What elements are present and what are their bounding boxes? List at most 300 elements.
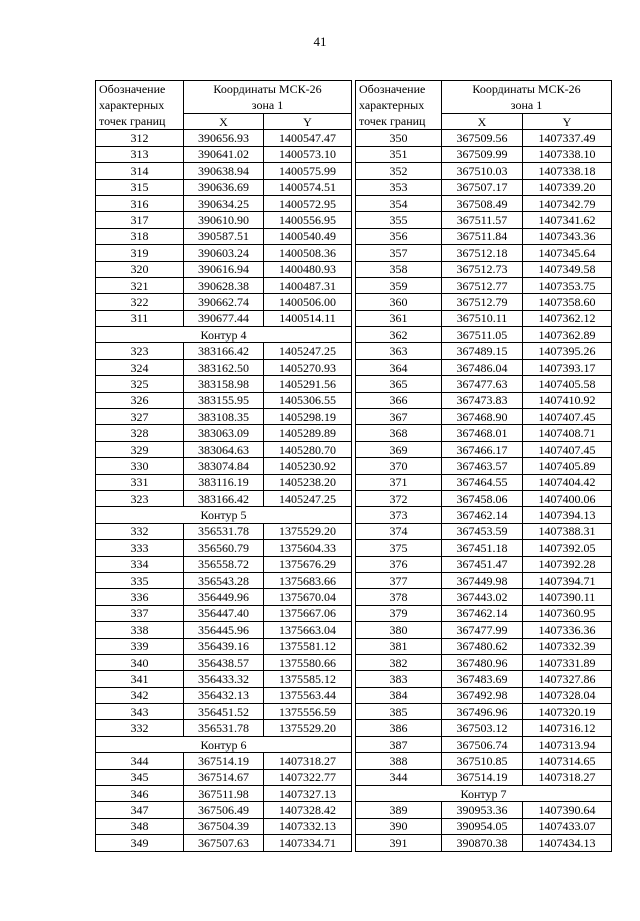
coord-x: 367510.03 xyxy=(442,163,523,179)
point-number: 324 xyxy=(96,359,184,375)
table-row xyxy=(356,736,612,752)
point-number: 323 xyxy=(96,490,184,506)
point-number: 352 xyxy=(356,163,442,179)
coord-x: 356447.40 xyxy=(184,605,264,621)
table-row xyxy=(96,343,352,359)
coord-y: 1407338.18 xyxy=(523,163,612,179)
table-row xyxy=(96,523,352,539)
table-row xyxy=(356,540,612,556)
coordinates-table-left xyxy=(95,80,352,852)
table-row xyxy=(96,245,352,261)
point-number: 358 xyxy=(356,261,442,277)
coord-y: 1405306.55 xyxy=(264,392,352,408)
point-number: 363 xyxy=(356,343,442,359)
table-row xyxy=(356,458,612,474)
table-row xyxy=(96,720,352,736)
coord-x: 390870.38 xyxy=(442,835,523,851)
coord-x: 390610.90 xyxy=(184,212,264,228)
coord-y: 1375676.29 xyxy=(264,556,352,572)
table-row xyxy=(356,195,612,211)
point-number: 362 xyxy=(356,327,442,343)
header-coord-line: Координаты МСК-26 xyxy=(213,82,322,96)
coord-y: 1407433.07 xyxy=(523,818,612,834)
header-y: Y xyxy=(264,114,352,130)
coord-y: 1375670.04 xyxy=(264,589,352,605)
coord-y: 1407313.94 xyxy=(523,736,612,752)
table-row xyxy=(96,195,352,211)
table-row xyxy=(96,490,352,506)
table-row xyxy=(356,343,612,359)
header-coord-system xyxy=(184,81,352,114)
coord-y: 1407343.36 xyxy=(523,228,612,244)
coord-x: 367463.57 xyxy=(442,458,523,474)
table-row xyxy=(356,245,612,261)
coord-x: 390636.69 xyxy=(184,179,264,195)
point-number: 322 xyxy=(96,294,184,310)
table-row xyxy=(96,458,352,474)
table-row xyxy=(356,622,612,638)
table-row xyxy=(96,163,352,179)
coord-y: 1375667.06 xyxy=(264,605,352,621)
point-number: 387 xyxy=(356,736,442,752)
coord-y: 1400514.11 xyxy=(264,310,352,326)
table-row xyxy=(356,294,612,310)
point-number: 318 xyxy=(96,228,184,244)
coord-y: 1407349.58 xyxy=(523,261,612,277)
coord-x: 390603.24 xyxy=(184,245,264,261)
table-row xyxy=(96,802,352,818)
header-point-name xyxy=(96,81,184,130)
coord-x: 367508.49 xyxy=(442,195,523,211)
coord-y: 1407342.79 xyxy=(523,195,612,211)
table-row xyxy=(96,409,352,425)
table-row xyxy=(96,212,352,228)
coord-y: 1407332.13 xyxy=(264,818,352,834)
point-number: 388 xyxy=(356,753,442,769)
contour-row xyxy=(96,327,352,343)
header-coord-line: зона 1 xyxy=(251,98,284,112)
table-row xyxy=(96,786,352,802)
coord-x: 367514.67 xyxy=(184,769,264,785)
coord-x: 383108.35 xyxy=(184,409,264,425)
coord-x: 367466.17 xyxy=(442,441,523,457)
coord-y: 1407394.13 xyxy=(523,507,612,523)
coord-x: 356558.72 xyxy=(184,556,264,572)
table-row xyxy=(96,130,352,146)
point-number: 330 xyxy=(96,458,184,474)
coord-y: 1407393.17 xyxy=(523,359,612,375)
table-row xyxy=(356,261,612,277)
coord-x: 390628.38 xyxy=(184,277,264,293)
coord-x: 383166.42 xyxy=(184,490,264,506)
point-number: 377 xyxy=(356,572,442,588)
table-row xyxy=(96,540,352,556)
point-number: 343 xyxy=(96,704,184,720)
table-row xyxy=(96,474,352,490)
contour-row xyxy=(96,507,352,523)
point-number: 365 xyxy=(356,376,442,392)
coord-x: 367509.56 xyxy=(442,130,523,146)
point-number: 332 xyxy=(96,523,184,539)
table-row xyxy=(96,261,352,277)
point-number: 329 xyxy=(96,441,184,457)
table-row xyxy=(356,425,612,441)
coord-y: 1407331.89 xyxy=(523,654,612,670)
coord-y: 1407358.60 xyxy=(523,294,612,310)
point-number: 385 xyxy=(356,704,442,720)
table-body-left xyxy=(96,130,352,851)
table-row xyxy=(96,425,352,441)
coord-y: 1407318.27 xyxy=(523,769,612,785)
coord-y: 1407316.12 xyxy=(523,720,612,736)
coord-x: 390616.94 xyxy=(184,261,264,277)
coord-x: 367464.55 xyxy=(442,474,523,490)
contour-label: Контур 5 xyxy=(96,507,352,523)
point-number: 333 xyxy=(96,540,184,556)
header-point-name xyxy=(356,81,442,130)
point-number: 332 xyxy=(96,720,184,736)
table-row xyxy=(96,589,352,605)
point-number: 360 xyxy=(356,294,442,310)
coord-x: 356531.78 xyxy=(184,720,264,736)
coord-x: 356438.57 xyxy=(184,654,264,670)
coord-y: 1375580.66 xyxy=(264,654,352,670)
table-row xyxy=(356,654,612,670)
coord-y: 1405230.92 xyxy=(264,458,352,474)
coord-x: 390634.25 xyxy=(184,195,264,211)
point-number: 313 xyxy=(96,146,184,162)
coord-y: 1400575.99 xyxy=(264,163,352,179)
table-body-right xyxy=(356,130,612,851)
table-row xyxy=(356,769,612,785)
header-name-line: характерных xyxy=(359,98,425,112)
table-row xyxy=(96,638,352,654)
point-number: 328 xyxy=(96,425,184,441)
table-row xyxy=(96,605,352,621)
coord-x: 383158.98 xyxy=(184,376,264,392)
table-row xyxy=(356,589,612,605)
table-row xyxy=(96,392,352,408)
coord-x: 367458.06 xyxy=(442,490,523,506)
point-number: 347 xyxy=(96,802,184,818)
table-row xyxy=(96,835,352,851)
table-row xyxy=(356,507,612,523)
point-number: 314 xyxy=(96,163,184,179)
coord-x: 356449.96 xyxy=(184,589,264,605)
coord-y: 1407360.95 xyxy=(523,605,612,621)
point-number: 320 xyxy=(96,261,184,277)
point-number: 361 xyxy=(356,310,442,326)
coord-x: 367489.15 xyxy=(442,343,523,359)
table-row xyxy=(356,671,612,687)
point-number: 368 xyxy=(356,425,442,441)
table-row xyxy=(356,376,612,392)
table-row xyxy=(96,753,352,769)
coord-y: 1400547.47 xyxy=(264,130,352,146)
coord-y: 1405298.19 xyxy=(264,409,352,425)
coord-y: 1407434.13 xyxy=(523,835,612,851)
header-x: X xyxy=(442,114,523,130)
point-number: 379 xyxy=(356,605,442,621)
coord-y: 1407392.28 xyxy=(523,556,612,572)
coord-y: 1375663.04 xyxy=(264,622,352,638)
point-number: 323 xyxy=(96,343,184,359)
coord-y: 1407362.89 xyxy=(523,327,612,343)
table-row xyxy=(96,359,352,375)
coord-y: 1400506.00 xyxy=(264,294,352,310)
table-row xyxy=(356,753,612,769)
table-row xyxy=(96,556,352,572)
point-number: 325 xyxy=(96,376,184,392)
coord-y: 1400540.49 xyxy=(264,228,352,244)
coord-x: 367511.98 xyxy=(184,786,264,802)
point-number: 354 xyxy=(356,195,442,211)
coord-y: 1407322.77 xyxy=(264,769,352,785)
coord-y: 1407405.58 xyxy=(523,376,612,392)
coord-x: 383166.42 xyxy=(184,343,264,359)
header-name-line: Обозначение xyxy=(359,82,426,96)
coord-x: 390954.05 xyxy=(442,818,523,834)
header-name-line: точек границ xyxy=(99,114,166,128)
coord-x: 367480.62 xyxy=(442,638,523,654)
coord-x: 367507.17 xyxy=(442,179,523,195)
header-coord-system xyxy=(442,81,612,114)
coord-y: 1407336.36 xyxy=(523,622,612,638)
coord-y: 1375556.59 xyxy=(264,704,352,720)
coord-y: 1375585.12 xyxy=(264,671,352,687)
coord-x: 367514.19 xyxy=(184,753,264,769)
table-row xyxy=(356,704,612,720)
point-number: 339 xyxy=(96,638,184,654)
coord-x: 367503.12 xyxy=(442,720,523,736)
coord-y: 1400508.36 xyxy=(264,245,352,261)
contour-label: Контур 4 xyxy=(96,327,352,343)
coord-y: 1375563.44 xyxy=(264,687,352,703)
coord-y: 1407362.12 xyxy=(523,310,612,326)
coord-y: 1375529.20 xyxy=(264,523,352,539)
coord-x: 367496.96 xyxy=(442,704,523,720)
coord-x: 356445.96 xyxy=(184,622,264,638)
coord-y: 1405289.89 xyxy=(264,425,352,441)
coord-y: 1400487.31 xyxy=(264,277,352,293)
coord-x: 367492.98 xyxy=(442,687,523,703)
table-row xyxy=(96,179,352,195)
coord-x: 390677.44 xyxy=(184,310,264,326)
coord-y: 1407328.04 xyxy=(523,687,612,703)
coord-x: 390662.74 xyxy=(184,294,264,310)
coord-x: 367451.47 xyxy=(442,556,523,572)
table-row xyxy=(356,474,612,490)
table-row xyxy=(356,818,612,834)
coord-y: 1407338.10 xyxy=(523,146,612,162)
point-number: 381 xyxy=(356,638,442,654)
coord-x: 367510.11 xyxy=(442,310,523,326)
coord-x: 356560.79 xyxy=(184,540,264,556)
page-number: 41 xyxy=(313,34,327,49)
contour-row xyxy=(356,786,612,802)
point-number: 350 xyxy=(356,130,442,146)
table-row xyxy=(96,818,352,834)
coord-y: 1407395.26 xyxy=(523,343,612,359)
coord-x: 367512.18 xyxy=(442,245,523,261)
coord-y: 1400556.95 xyxy=(264,212,352,228)
coord-y: 1407408.71 xyxy=(523,425,612,441)
table-row xyxy=(96,277,352,293)
coord-x: 383155.95 xyxy=(184,392,264,408)
table-row xyxy=(356,409,612,425)
coord-x: 356543.28 xyxy=(184,572,264,588)
coord-x: 383116.19 xyxy=(184,474,264,490)
point-number: 348 xyxy=(96,818,184,834)
coord-x: 367453.59 xyxy=(442,523,523,539)
coord-y: 1405247.25 xyxy=(264,490,352,506)
coord-y: 1400573.10 xyxy=(264,146,352,162)
coord-y: 1407400.06 xyxy=(523,490,612,506)
coord-x: 367504.39 xyxy=(184,818,264,834)
coord-y: 1375581.12 xyxy=(264,638,352,654)
point-number: 357 xyxy=(356,245,442,261)
coord-y: 1400572.95 xyxy=(264,195,352,211)
table-row xyxy=(96,294,352,310)
coord-x: 367462.14 xyxy=(442,605,523,621)
coord-x: 367512.79 xyxy=(442,294,523,310)
table-row xyxy=(356,835,612,851)
table-row xyxy=(356,638,612,654)
header-name-line: точек границ xyxy=(359,114,426,128)
point-number: 378 xyxy=(356,589,442,605)
coord-x: 367512.77 xyxy=(442,277,523,293)
coordinates-table-right xyxy=(355,80,612,852)
coord-y: 1405270.93 xyxy=(264,359,352,375)
point-number: 353 xyxy=(356,179,442,195)
coord-x: 390641.02 xyxy=(184,146,264,162)
coord-y: 1407390.64 xyxy=(523,802,612,818)
coord-x: 367483.69 xyxy=(442,671,523,687)
point-number: 311 xyxy=(96,310,184,326)
coord-y: 1407394.71 xyxy=(523,572,612,588)
coord-x: 367443.02 xyxy=(442,589,523,605)
point-number: 370 xyxy=(356,458,442,474)
coord-y: 1405280.70 xyxy=(264,441,352,457)
header-name-line: Обозначение xyxy=(99,82,166,96)
coord-y: 1407353.75 xyxy=(523,277,612,293)
coord-y: 1407328.42 xyxy=(264,802,352,818)
coord-x: 367449.98 xyxy=(442,572,523,588)
coord-x: 356531.78 xyxy=(184,523,264,539)
point-number: 375 xyxy=(356,540,442,556)
point-number: 341 xyxy=(96,671,184,687)
coord-y: 1407339.20 xyxy=(523,179,612,195)
point-number: 364 xyxy=(356,359,442,375)
table-row xyxy=(356,720,612,736)
coord-x: 383074.84 xyxy=(184,458,264,474)
point-number: 349 xyxy=(96,835,184,851)
coord-y: 1407392.05 xyxy=(523,540,612,556)
header-coord-line: Координаты МСК-26 xyxy=(472,82,581,96)
header-x: X xyxy=(184,114,264,130)
point-number: 345 xyxy=(96,769,184,785)
table-row xyxy=(356,441,612,457)
point-number: 331 xyxy=(96,474,184,490)
point-number: 316 xyxy=(96,195,184,211)
coord-y: 1407314.65 xyxy=(523,753,612,769)
point-number: 390 xyxy=(356,818,442,834)
table-row xyxy=(96,441,352,457)
point-number: 367 xyxy=(356,409,442,425)
coord-x: 367511.05 xyxy=(442,327,523,343)
coord-y: 1407337.49 xyxy=(523,130,612,146)
header-name-line: характерных xyxy=(99,98,165,112)
coord-y: 1407405.89 xyxy=(523,458,612,474)
point-number: 376 xyxy=(356,556,442,572)
table-row xyxy=(356,523,612,539)
table-row xyxy=(96,654,352,670)
point-number: 382 xyxy=(356,654,442,670)
table-row xyxy=(356,212,612,228)
coord-x: 367473.83 xyxy=(442,392,523,408)
coord-x: 367511.57 xyxy=(442,212,523,228)
coord-x: 367477.63 xyxy=(442,376,523,392)
point-number: 359 xyxy=(356,277,442,293)
table-row xyxy=(96,572,352,588)
table-row xyxy=(356,228,612,244)
coord-x: 390638.94 xyxy=(184,163,264,179)
table-row xyxy=(96,671,352,687)
point-number: 337 xyxy=(96,605,184,621)
point-number: 326 xyxy=(96,392,184,408)
coord-y: 1407407.45 xyxy=(523,441,612,457)
coord-x: 390953.36 xyxy=(442,802,523,818)
coord-y: 1375604.33 xyxy=(264,540,352,556)
coord-x: 367512.73 xyxy=(442,261,523,277)
point-number: 373 xyxy=(356,507,442,523)
table-row xyxy=(96,687,352,703)
table-row xyxy=(356,572,612,588)
point-number: 346 xyxy=(96,786,184,802)
table-row xyxy=(356,327,612,343)
coord-x: 356433.32 xyxy=(184,671,264,687)
coord-x: 367486.04 xyxy=(442,359,523,375)
point-number: 315 xyxy=(96,179,184,195)
point-number: 369 xyxy=(356,441,442,457)
coord-x: 367507.63 xyxy=(184,835,264,851)
contour-label: Контур 7 xyxy=(356,786,612,802)
point-number: 327 xyxy=(96,409,184,425)
coord-x: 367506.49 xyxy=(184,802,264,818)
coord-y: 1375683.66 xyxy=(264,572,352,588)
point-number: 344 xyxy=(356,769,442,785)
table-row xyxy=(356,687,612,703)
point-number: 384 xyxy=(356,687,442,703)
table-row xyxy=(356,490,612,506)
coord-x: 383162.50 xyxy=(184,359,264,375)
point-number: 312 xyxy=(96,130,184,146)
point-number: 355 xyxy=(356,212,442,228)
table-row xyxy=(356,359,612,375)
coord-y: 1400574.51 xyxy=(264,179,352,195)
coord-y: 1407388.31 xyxy=(523,523,612,539)
coord-y: 1400480.93 xyxy=(264,261,352,277)
point-number: 342 xyxy=(96,687,184,703)
point-number: 383 xyxy=(356,671,442,687)
point-number: 372 xyxy=(356,490,442,506)
header-y: Y xyxy=(523,114,612,130)
point-number: 334 xyxy=(96,556,184,572)
table-row xyxy=(356,163,612,179)
point-number: 335 xyxy=(96,572,184,588)
coord-y: 1407327.86 xyxy=(523,671,612,687)
coord-y: 1407404.42 xyxy=(523,474,612,490)
